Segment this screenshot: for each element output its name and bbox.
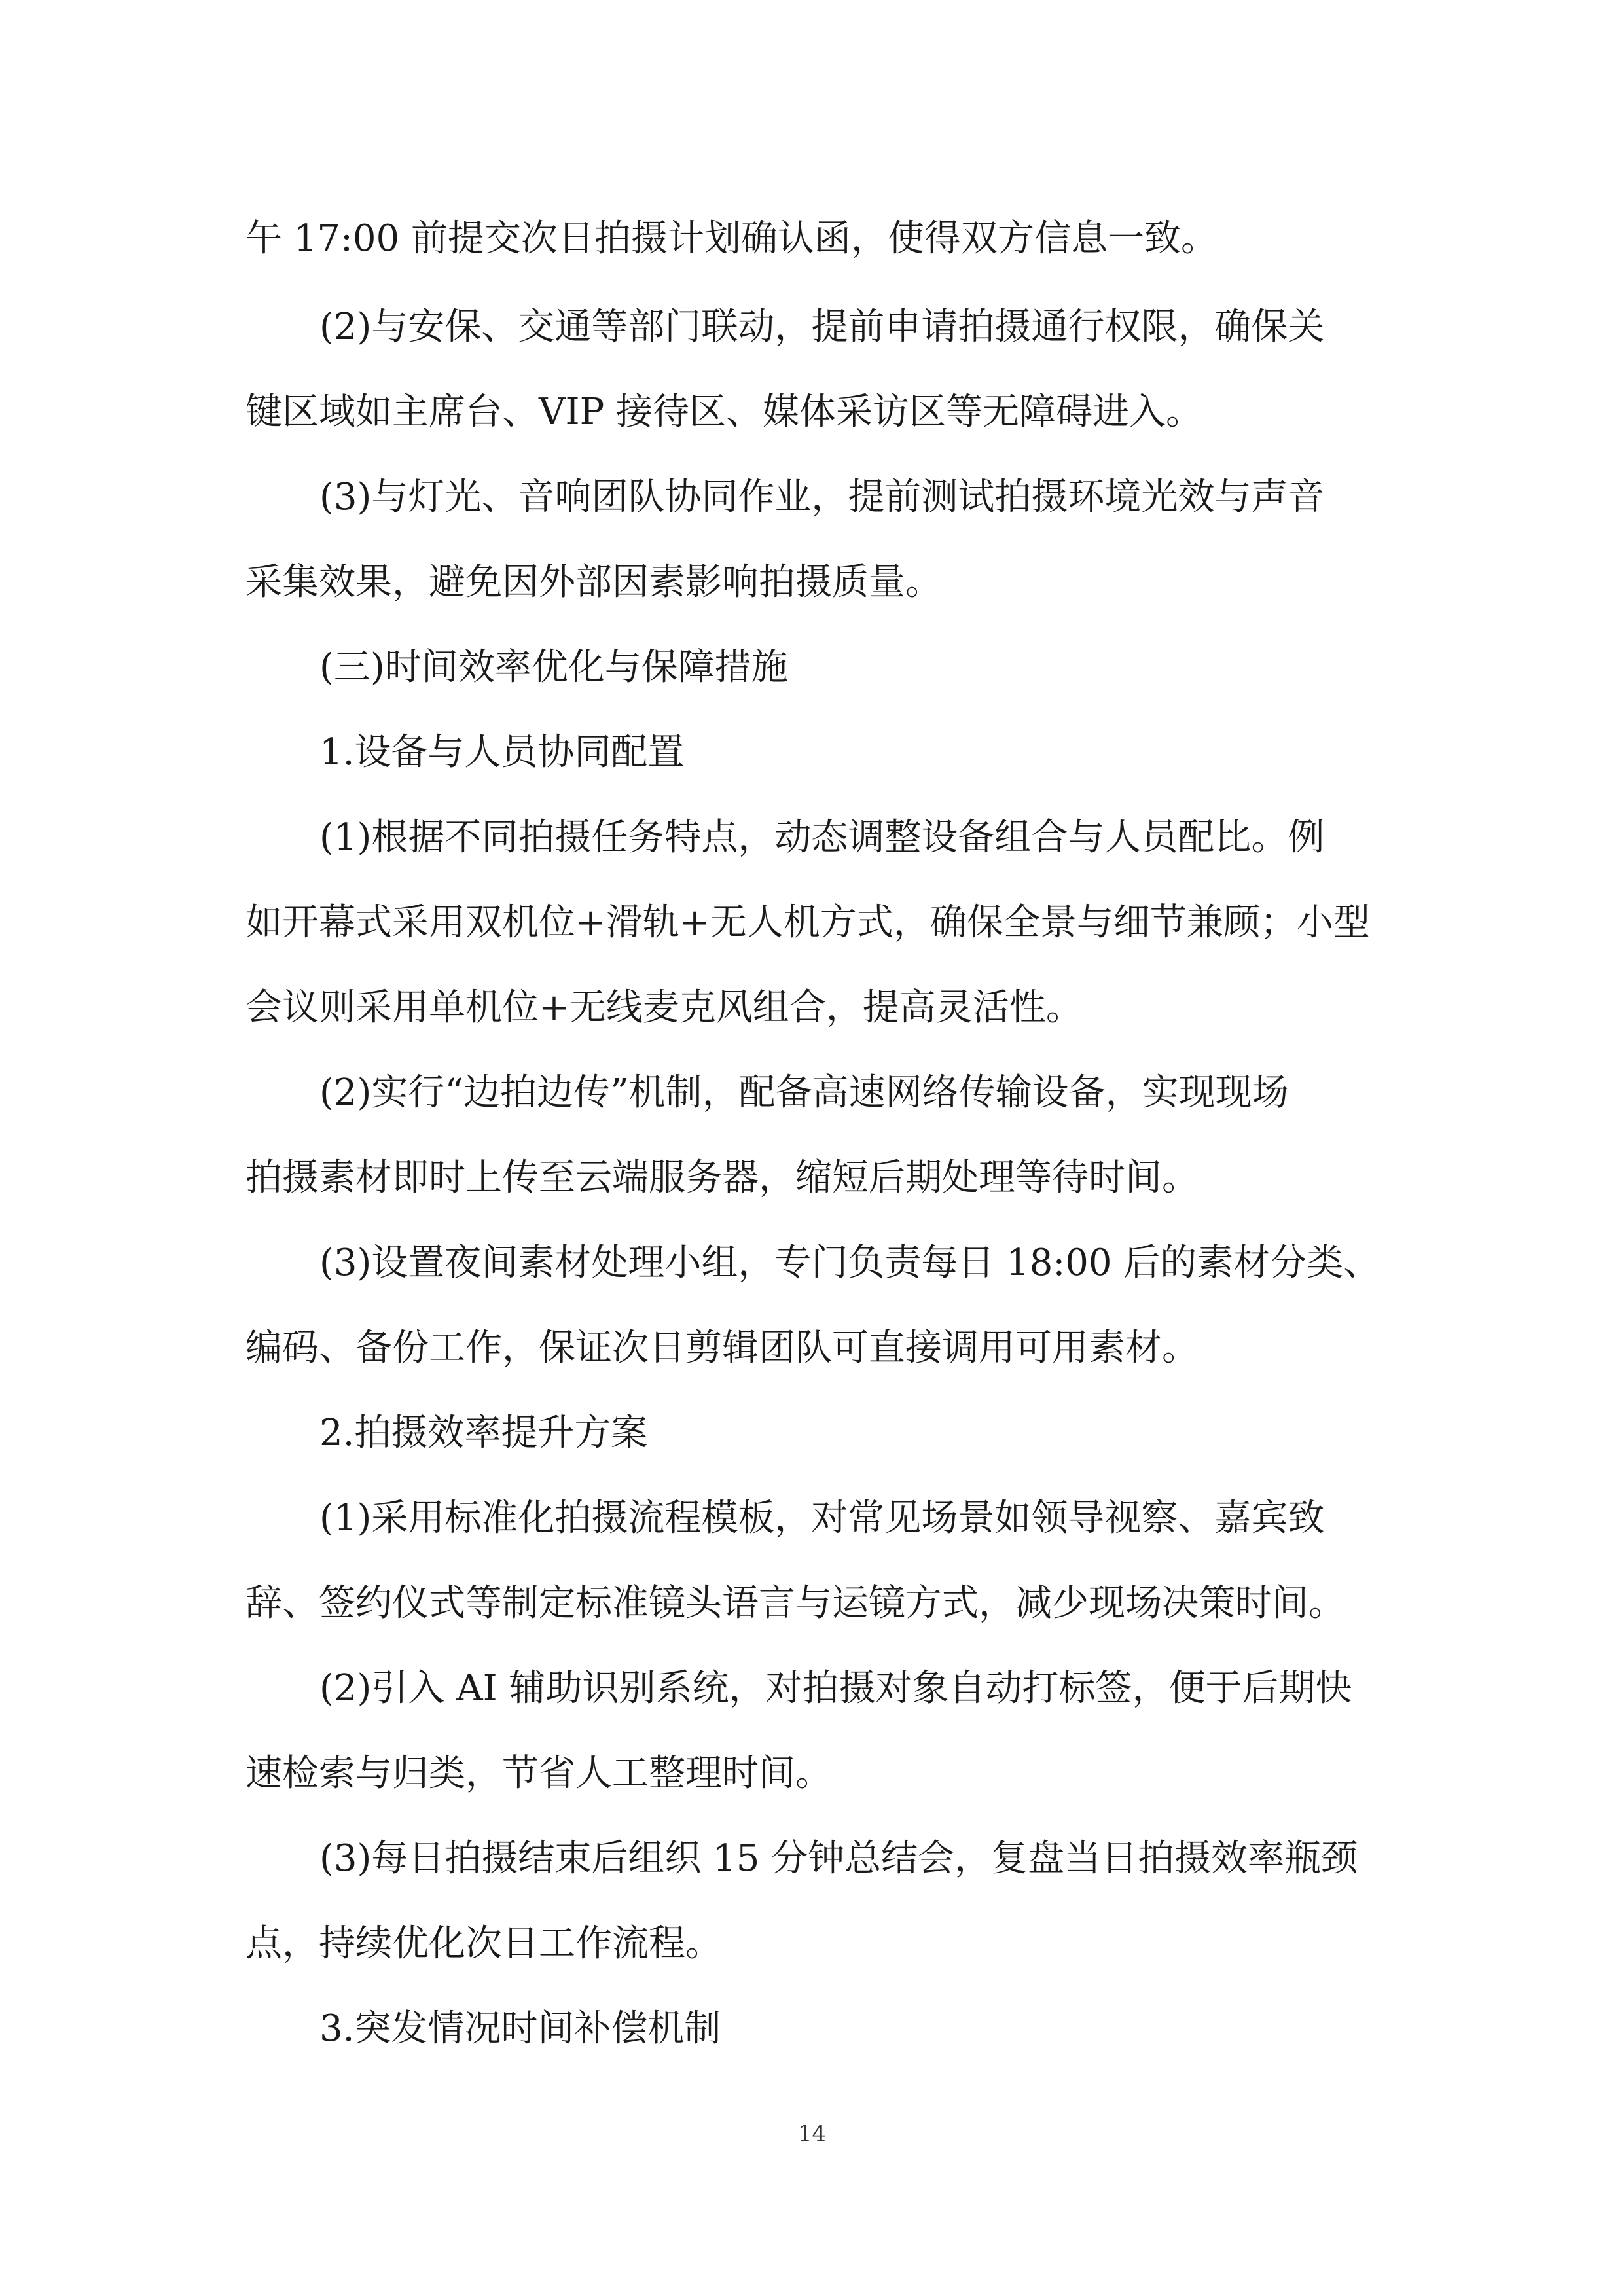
text-line: 午 17:00 前提交次日拍摄计划确认函，使得双方信息一致。 — [245, 217, 1218, 260]
text-line: 会议则采用单机位+无线麦克风组合，提高灵活性。 — [245, 986, 1083, 1029]
text-line: 采集效果，避免因外部因素影响拍摄质量。 — [245, 561, 942, 603]
text-line: 键区域如主席台、VIP 接待区、媒体采访区等无障碍进入。 — [245, 391, 1203, 433]
text-line: (2)与安保、交通等部门联动，提前申请拍摄通行权限，确保关 — [319, 306, 1325, 348]
text-line: (1)采用标准化拍摄流程模板，对常见场景如领导视察、嘉宾致 — [319, 1497, 1325, 1539]
subsection-heading: 1.设备与人员协同配置 — [319, 731, 685, 774]
text-line: (3)每日拍摄结束后组织 15 分钟总结会，复盘当日拍摄效率瓶颈 — [319, 1837, 1358, 1880]
text-line: 辞、签约仪式等制定标准镜头语言与运镜方式，减少现场决策时间。 — [245, 1582, 1345, 1624]
text-line: (3)设置夜间素材处理小组，专门负责每日 18:00 后的素材分类、 — [319, 1242, 1380, 1284]
subsection-heading: 2.拍摄效率提升方案 — [319, 1412, 648, 1454]
text-line: 如开幕式采用双机位+滑轨+无人机方式，确保全景与细节兼顾；小型 — [245, 901, 1370, 944]
text-line: (2)实行“边拍边传”机制，配备高速网络传输设备，实现现场 — [319, 1071, 1289, 1114]
text-line: 拍摄素材即时上传至云端服务器，缩短后期处理等待时间。 — [245, 1157, 1199, 1199]
subsection-heading: 3.突发情况时间补偿机制 — [319, 2007, 721, 2050]
text-line: (3)与灯光、音响团队协同作业，提前测试拍摄环境光效与声音 — [319, 476, 1325, 518]
text-line: (1)根据不同拍摄任务特点，动态调整设备组合与人员配比。例 — [319, 816, 1325, 859]
text-line: 编码、备份工作，保证次日剪辑团队可直接调用可用素材。 — [245, 1327, 1199, 1369]
text-line: 点，持续优化次日工作流程。 — [245, 1922, 722, 1965]
text-line: (2)引入 AI 辅助识别系统，对拍摄对象自动打标签，便于后期快 — [319, 1667, 1352, 1710]
section-heading: (三)时间效率优化与保障措施 — [319, 646, 788, 689]
page-number: 14 — [797, 2121, 827, 2147]
text-line: 速检索与归类，节省人工整理时间。 — [245, 1752, 832, 1795]
